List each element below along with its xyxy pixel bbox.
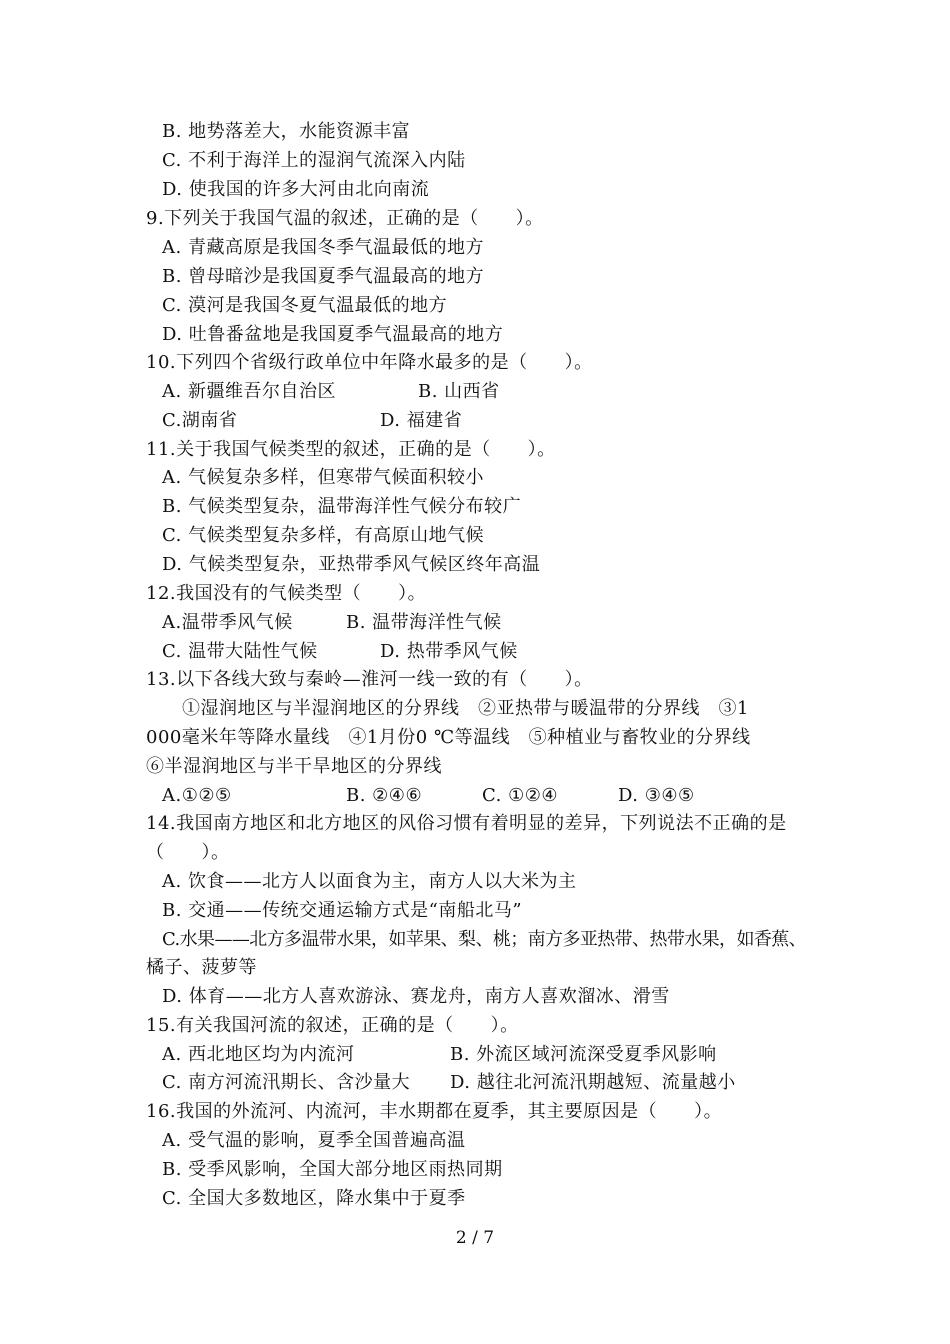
option-11c: C. 气候类型复杂多样，有高原山地气候 (162, 525, 485, 546)
question-13-item-line-3: ⑥半湿润地区与半干旱地区的分界线 (146, 756, 442, 777)
option-8b: B. 地势落差大，水能资源丰富 (162, 121, 411, 142)
option-12d: D. 热带季风气候 (380, 641, 518, 662)
question-11: 11.关于我国气候类型的叙述，正确的是（ ）。 (146, 439, 556, 460)
option-10d: D. 福建省 (380, 410, 463, 431)
question-13: 13.以下各线大致与秦岭—淮河一线一致的有（ ）。 (146, 669, 593, 690)
option-14d: D. 体育——北方人喜欢游泳、赛龙舟，南方人喜欢溜冰、滑雪 (162, 986, 670, 1007)
option-10c: C.湖南省 (162, 410, 238, 431)
option-13a: A.①②⑤ (162, 785, 232, 806)
option-14a: A. 饮食——北方人以面食为主，南方人以大米为主 (162, 871, 577, 892)
question-13-item-line-2: 000毫米年等降水量线 ④1月份0 ℃等温线 ⑤种植业与畜牧业的分界线 (146, 727, 751, 748)
option-9b: B. 曾母暗沙是我国夏季气温最高的地方 (162, 266, 485, 287)
question-14: 14.我国南方地区和北方地区的风俗习惯有着明显的差异，下列说法不正确的是 (146, 813, 787, 834)
question-16: 16.我国的外流河、内流河，丰水期都在夏季，其主要原因是（ ）。 (146, 1101, 723, 1122)
option-16a: A. 受气温的影响，夏季全国普遍高温 (162, 1130, 466, 1151)
question-13-item-line-1: ①湿润地区与半湿润地区的分界线 ②亚热带与暖温带的分界线 ③1 (182, 698, 749, 719)
question-12: 12.我国没有的气候类型（ ）。 (146, 583, 427, 604)
option-8c: C. 不利于海洋上的湿润气流深入内陆 (162, 150, 466, 171)
question-15: 15.有关我国河流的叙述，正确的是（ ）。 (146, 1015, 519, 1036)
option-12a: A.温带季风气候 (162, 612, 293, 633)
option-14c-continued: 橘子、菠萝等 (146, 957, 257, 978)
option-9c: C. 漠河是我国冬夏气温最低的地方 (162, 295, 448, 316)
option-10b: B. 山西省 (418, 381, 500, 402)
question-14-continued: （ ）。 (146, 842, 230, 863)
option-11d: D. 气候类型复杂，亚热带季风气候区终年高温 (162, 554, 541, 575)
option-14b: B. 交通——传统交通运输方式是“南船北马” (162, 900, 523, 921)
option-9d: D. 吐鲁番盆地是我国夏季气温最高的地方 (162, 324, 504, 345)
option-15b: B. 外流区域河流深受夏季风影响 (450, 1044, 717, 1065)
option-11a: A. 气候复杂多样，但寒带气候面积较小 (162, 467, 484, 488)
option-8d: D. 使我国的许多大河由北向南流 (162, 179, 430, 200)
option-12b: B. 温带海洋性气候 (346, 612, 502, 633)
option-15c: C. 南方河流汛期长、含沙量大 (162, 1072, 411, 1093)
option-12c: C. 温带大陆性气候 (162, 641, 318, 662)
question-9: 9.下列关于我国气温的叙述，正确的是（ ）。 (146, 208, 544, 229)
option-11b: B. 气候类型复杂，温带海洋性气候分布较广 (162, 496, 522, 517)
question-10: 10.下列四个省级行政单位中年降水最多的是（ ）。 (146, 352, 593, 373)
option-13d: D. ③④⑤ (618, 785, 695, 806)
option-9a: A. 青藏高原是我国冬季气温最低的地方 (162, 237, 484, 258)
option-15a: A. 西北地区均为内流河 (162, 1044, 355, 1065)
option-16b: B. 受季风影响，全国大部分地区雨热同期 (162, 1159, 503, 1180)
option-13c: C. ①②④ (482, 785, 558, 806)
option-10a: A. 新疆维吾尔自治区 (162, 381, 336, 402)
page-number: 2 / 7 (455, 1228, 495, 1248)
option-13b: B. ②④⑥ (346, 785, 423, 806)
option-16c: C. 全国大多数地区，降水集中于夏季 (162, 1188, 466, 1209)
option-14c: C.水果——北方多温带水果，如苹果、梨、桃；南方多亚热带、热带水果，如香蕉、 (162, 929, 807, 950)
option-15d: D. 越往北河流汛期越短、流量越小 (450, 1072, 736, 1093)
